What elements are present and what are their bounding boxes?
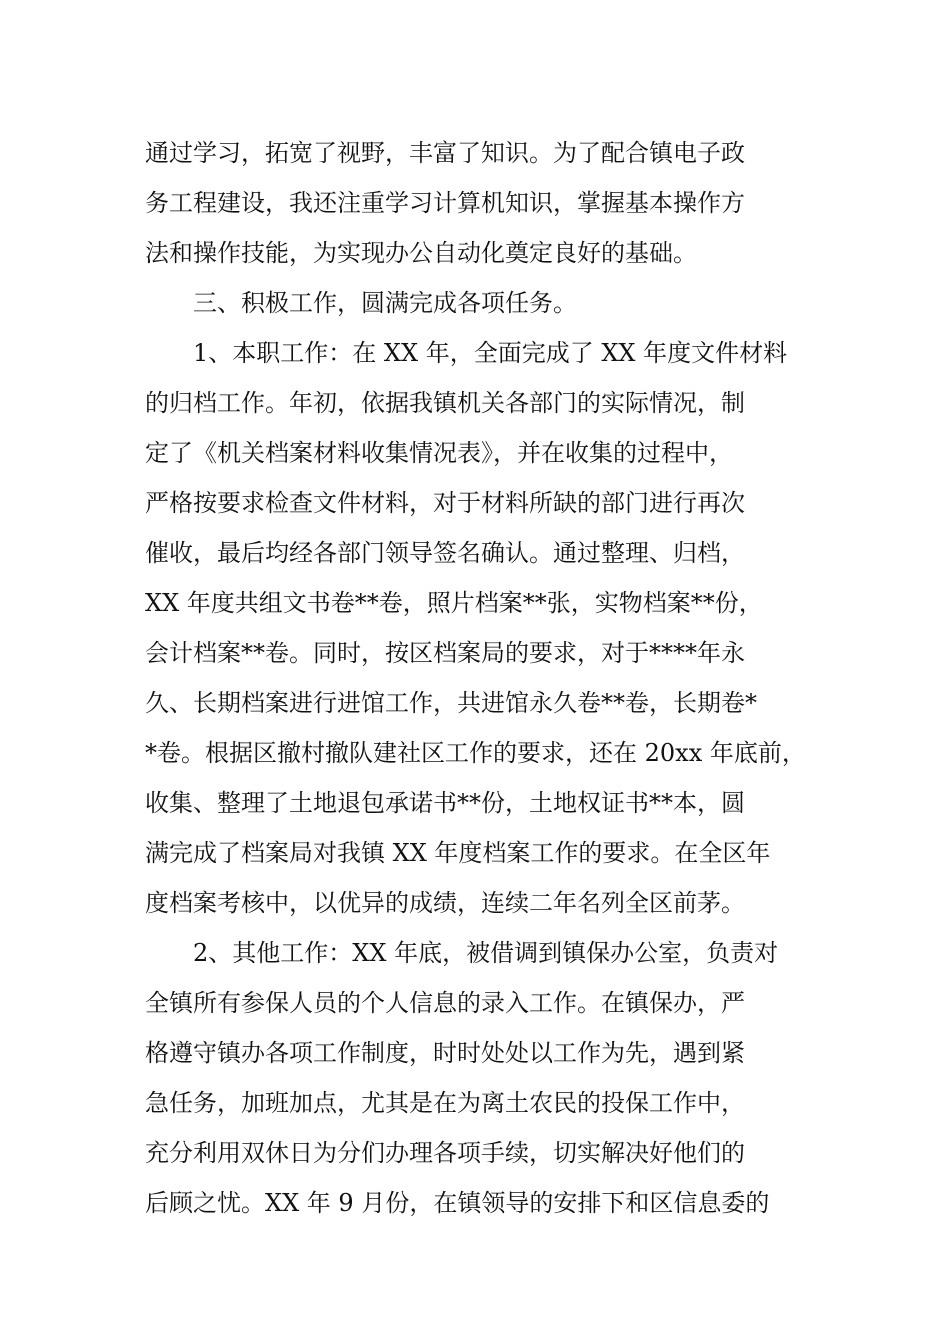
text-line: 充分利用双休日为分们办理各项手续，切实解决好他们的 [145, 1139, 745, 1167]
text-line: 久、长期档案进行进馆工作，共进馆永久卷**卷，长期卷* [145, 689, 757, 717]
text-line: 定了《机关档案材料收集情况表》，并在收集的过程中， [145, 439, 733, 467]
text-line: 会计档案**卷。同时，按区档案局的要求，对于****年永 [145, 639, 745, 667]
text-line: *卷。根据区撤村撤队建社区工作的要求，还在 20xx 年底前， [145, 739, 806, 767]
text-line: 急任务，加班加点，尤其是在为离土农民的投保工作中， [145, 1089, 745, 1117]
text-line: 后顾之忧。XX 年 9 月份，在镇领导的安排下和区信息委的 [145, 1189, 770, 1217]
text-line: 务工程建设，我还注重学习计算机知识，掌握基本操作方 [145, 189, 745, 217]
text-line: 度档案考核中，以优异的成绩，连续二年名列全区前茅。 [145, 889, 745, 917]
text-line: 法和操作技能，为实现办公自动化奠定良好的基础。 [145, 239, 697, 267]
text-line: 催收，最后均经各部门领导签名确认。通过整理、归档， [145, 539, 745, 567]
text-line: 通过学习，拓宽了视野，丰富了知识。为了配合镇电子政 [145, 139, 745, 167]
text-line: 全镇所有参保人员的个人信息的录入工作。在镇保办，严 [145, 989, 745, 1017]
document-body [145, 128, 810, 1228]
text-line: 三、积极工作，圆满完成各项任务。 [193, 289, 577, 317]
text-line: 严格按要求检查文件材料，对于材料所缺的部门进行再次 [145, 489, 745, 517]
text-line: 格遵守镇办各项工作制度，时时处处以工作为先，遇到紧 [145, 1039, 745, 1067]
text-line: 收集、整理了土地退包承诺书**份，土地权证书**本，圆 [145, 789, 745, 817]
text-line: 的归档工作。年初，依据我镇机关各部门的实际情况，制 [145, 389, 745, 417]
text-line: 满完成了档案局对我镇 XX 年度档案工作的要求。在全区年 [145, 839, 771, 867]
text-line: 2、其他工作：XX 年底，被借调到镇保办公室，负责对 [193, 939, 779, 967]
text-line: 1、本职工作：在 XX 年，全面完成了 XX 年度文件材料 [193, 339, 788, 367]
text-line: XX 年度共组文书卷**卷，照片档案**张，实物档案**份， [145, 589, 763, 617]
